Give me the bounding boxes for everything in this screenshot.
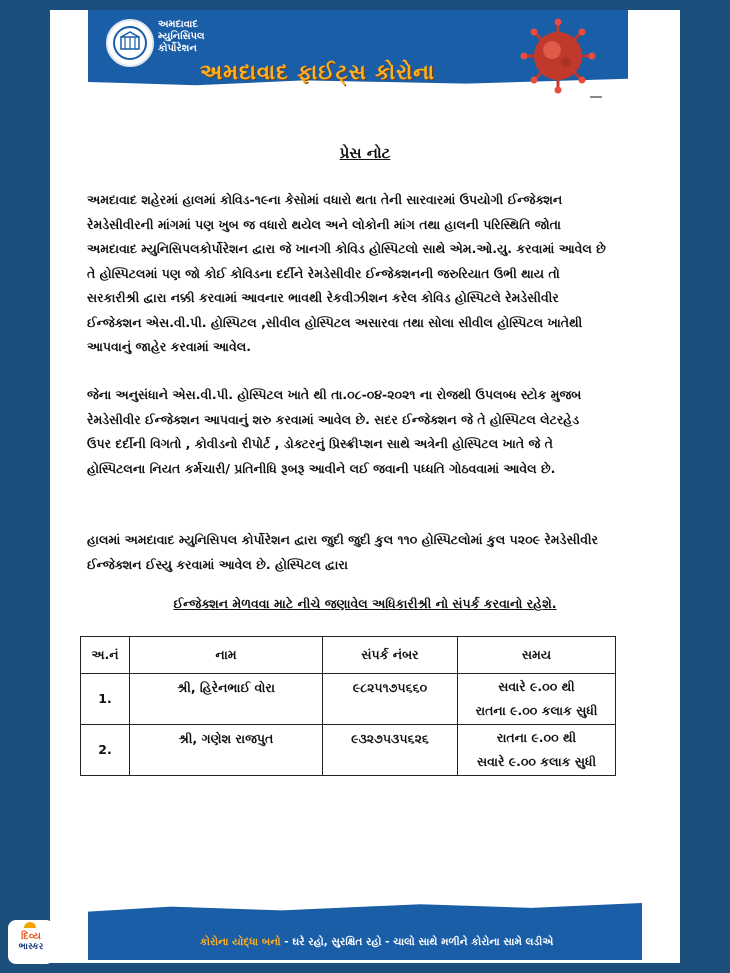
sun-icon [24, 922, 36, 928]
banner-title: અમદાવાદ ફાઈટ્સ કોરોના [200, 60, 436, 84]
table-header-row [81, 637, 616, 674]
footer-slogan [200, 936, 553, 949]
contact-table [80, 636, 616, 776]
header-serial: અ.નં [81, 637, 130, 674]
amc-logo-seal-icon [106, 19, 154, 67]
paragraph-2: જેના અનુસંધાને એસ.વી.પી. હોસ્પિટલ ખાતે થી તા.૦૮-૦૪-૨૦૨૧ ના રોજથી ઉપલબ્ધ સ્ટોક મુજબ રેમડેસીવીર ઈન્જેક્શન આપવાનું શરુ કરવામાં આવેલ છે. સદર ઈન્જેક્શન જે તે હોસ્પિટલ લેટરહેડ ઉપર દર્દીની વિગતો , કોવીડનો રીપોર્ટ , ડોક્ટરનું પ્રિસ્ક્રીપ્શન સાથે અત્રેની હોસ્પિટલ ખાતે જે તે હોસ્પિટલના નિયત કર્મચારી/ પ્રતિનીધિ રૂબરૂ આવીને લઈ જવાની પધ્ધતિ ગોઠવવામાં આવેલ છે. [87, 387, 582, 476]
row-time-start: રાતના ૯.૦૦ થી [496, 730, 577, 745]
table-row [81, 725, 616, 776]
press-note-page [50, 10, 680, 963]
footer-banner [88, 898, 642, 960]
corp-line-2: મ્યુનિસિપલ [158, 31, 205, 42]
footer-slogan-rest: - ઘરે રહો, સુરક્ષિત રહો - ચાલો સાથે મળીને કોરોના સામે લડીએ [280, 936, 554, 948]
divider-mark [590, 96, 602, 98]
row-phone: ૯૩૨૭૫૩૫૬૨૬ [323, 725, 458, 776]
page-title: પ્રેસ નોટ [339, 144, 391, 162]
corp-line-1: અમદાવાદ [158, 19, 198, 30]
row-time [458, 725, 616, 776]
header-name: નામ [130, 637, 323, 674]
divya-bhaskar-logo [8, 920, 54, 964]
paragraph-1: અમદાવાદ શહેરમાં હાલમાં કોવિડ-૧૯ના કેસોમાં વધારો થતા તેની સારવારમાં ઉપયોગી ઈન્જેક્શન રેમડેસીવીરની માંગમાં પણ ખુબ જ વધારો થયેલ અને લોકોની માંગ તથા હાલની પરિસ્થિતિ જોતા અમદાવાદ મ્યુનિસિપલકોર્પોરેશન દ્વારા જે ખાનગી કોવિડ હોસ્પિટલો સાથે એમ.ઓ.યુ. કરવામાં આવેલ છે તે હોસ્પિટલમાં પણ જો કોઈ કોવિડના દર્દીને રેમડેસીવીર ઈન્જેક્શનની જરુરિયાત ઉભી થાય તો સરકારીશ્રી દ્વારા નક્કી કરવામાં આવનાર ભાવથી રેકવીઝીશન કરેલ કોવિડ હોસ્પિટલે રેમડેસીવીર ઈન્જેક્શન એસ.વી.પી. હોસ્પિટલ ,સીવીલ હોસ્પિટલ અસારવા તથા સોલા સીવીલ હોસ્પિટલ ખાતેથી આપવાનું જાહેર કરવામાં આવેલ. [87, 192, 606, 354]
corp-line-3: કોર્પોરેશન [158, 43, 197, 54]
footer-slogan-highlight: કોરોના યોદ્ધા બનો [200, 936, 281, 948]
coronavirus-icon [520, 18, 596, 94]
row-serial: 1. [81, 674, 130, 725]
header-phone: સંપર્ક નંબર [323, 637, 458, 674]
row-time-start: સવારે ૯.૦૦ થી [498, 679, 575, 694]
contact-note: ઈન્જેક્શન મેળવવા માટે નીચે જણાવેલ અધિકારીશ્રી નો સંપર્ક કરવાનો રહેશે. [173, 596, 557, 611]
row-time-end: રાતના ૯.૦૦ કલાક સુધી [475, 703, 598, 718]
row-time [458, 674, 616, 725]
row-name: શ્રી, હિરેનભાઈ વોરા [130, 674, 323, 725]
brand-line-2: ભાસ્કર [18, 942, 44, 952]
row-name: શ્રી, ગણેશ રાજપુત [130, 725, 323, 776]
paragraph-3: હાલમાં અમદાવાદ મ્યુનિસિપલ કોર્પોરેશન દ્વારા જુદી જુદી કુલ ૧૧૦ હોસ્પિટલોમાં કુલ ૫૨૦૯ રેમડેસીવીર ઈન્જેક્શન ઈસ્યુ કરવામાં આવેલ છે. હોસ્પિટલ દ્વારા [87, 532, 599, 572]
table-row [81, 674, 616, 725]
row-phone: ૯૮૨૫૧૭૫૬૬૦ [323, 674, 458, 725]
header-time: સમય [458, 637, 616, 674]
row-time-end: સવારે ૯.૦૦ કલાક સુધી [476, 754, 597, 769]
brand-line-1: દિવ્ય [21, 931, 41, 942]
corporation-name [158, 19, 205, 55]
row-serial: 2. [81, 725, 130, 776]
